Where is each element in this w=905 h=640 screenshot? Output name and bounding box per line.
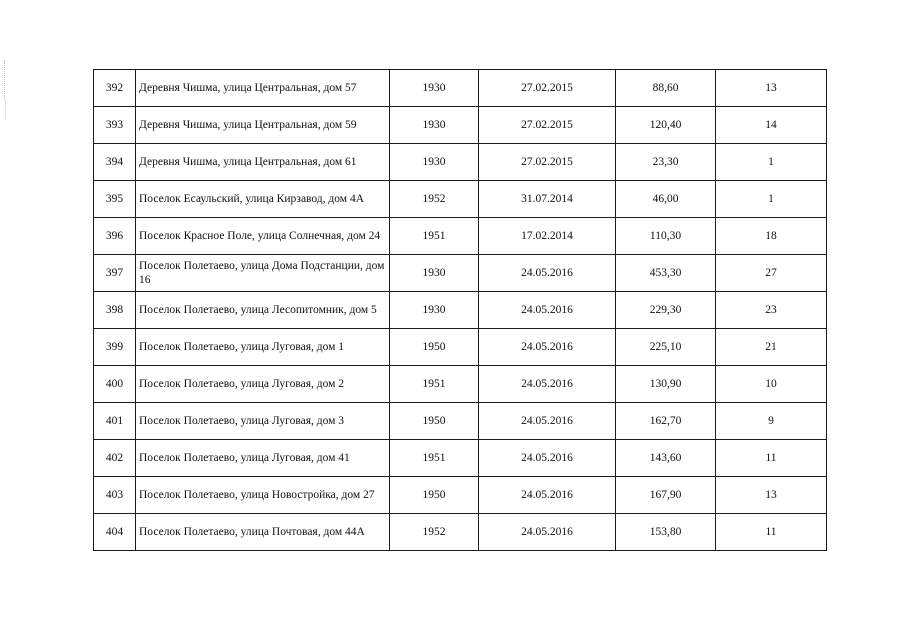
area-cell: 143,60 — [616, 440, 716, 477]
residents-count-cell: 1 — [716, 144, 827, 181]
row-number-cell: 393 — [94, 107, 136, 144]
date-cell: 31.07.2014 — [479, 181, 616, 218]
area-cell: 23,30 — [616, 144, 716, 181]
address-cell: Поселок Полетаево, улица Луговая, дом 2 — [136, 366, 390, 403]
area-cell: 120,40 — [616, 107, 716, 144]
residents-count-cell: 23 — [716, 292, 827, 329]
date-cell: 24.05.2016 — [479, 255, 616, 292]
construction-year-cell: 1951 — [390, 366, 479, 403]
address-cell: Поселок Красное Поле, улица Солнечная, дом 24 — [136, 218, 390, 255]
date-cell: 24.05.2016 — [479, 477, 616, 514]
area-cell: 453,30 — [616, 255, 716, 292]
construction-year-cell: 1930 — [390, 107, 479, 144]
construction-year-cell: 1930 — [390, 144, 479, 181]
registry-table-body — [94, 70, 827, 551]
row-number-cell: 403 — [94, 477, 136, 514]
row-number-cell: 394 — [94, 144, 136, 181]
residents-count-cell: 9 — [716, 403, 827, 440]
address-cell: Поселок Полетаево, улица Почтовая, дом 44А — [136, 514, 390, 551]
date-cell: 27.02.2015 — [479, 70, 616, 107]
table-row — [94, 329, 827, 366]
address-cell: Поселок Полетаево, улица Дома Подстанции, дом 16 — [136, 255, 390, 292]
table-row — [94, 514, 827, 551]
date-cell: 24.05.2016 — [479, 440, 616, 477]
table-row — [94, 292, 827, 329]
date-cell: 27.02.2015 — [479, 107, 616, 144]
row-number-cell: 404 — [94, 514, 136, 551]
table-row — [94, 107, 827, 144]
residents-count-cell: 14 — [716, 107, 827, 144]
area-cell: 162,70 — [616, 403, 716, 440]
date-cell: 24.05.2016 — [479, 292, 616, 329]
address-cell: Деревня Чишма, улица Центральная, дом 59 — [136, 107, 390, 144]
construction-year-cell: 1930 — [390, 255, 479, 292]
residents-count-cell: 21 — [716, 329, 827, 366]
residents-count-cell: 18 — [716, 218, 827, 255]
table-row — [94, 403, 827, 440]
address-cell: Деревня Чишма, улица Центральная, дом 57 — [136, 70, 390, 107]
date-cell: 24.05.2016 — [479, 403, 616, 440]
address-cell: Поселок Полетаево, улица Новостройка, дом 27 — [136, 477, 390, 514]
housing-registry-table — [93, 69, 827, 551]
row-number-cell: 395 — [94, 181, 136, 218]
area-cell: 153,80 — [616, 514, 716, 551]
area-cell: 110,30 — [616, 218, 716, 255]
area-cell: 167,90 — [616, 477, 716, 514]
address-cell: Поселок Полетаево, улица Луговая, дом 1 — [136, 329, 390, 366]
area-cell: 225,10 — [616, 329, 716, 366]
residents-count-cell: 11 — [716, 440, 827, 477]
table-row — [94, 218, 827, 255]
construction-year-cell: 1930 — [390, 292, 479, 329]
area-cell: 46,00 — [616, 181, 716, 218]
row-number-cell: 401 — [94, 403, 136, 440]
residents-count-cell: 11 — [716, 514, 827, 551]
construction-year-cell: 1951 — [390, 218, 479, 255]
construction-year-cell: 1951 — [390, 440, 479, 477]
table-row — [94, 255, 827, 292]
scan-edge-mark — [5, 100, 7, 120]
date-cell: 27.02.2015 — [479, 144, 616, 181]
row-number-cell: 396 — [94, 218, 136, 255]
scan-edge-mark — [4, 60, 6, 100]
date-cell: 24.05.2016 — [479, 366, 616, 403]
construction-year-cell: 1950 — [390, 403, 479, 440]
row-number-cell: 399 — [94, 329, 136, 366]
area-cell: 130,90 — [616, 366, 716, 403]
date-cell: 24.05.2016 — [479, 514, 616, 551]
address-cell: Поселок Полетаево, улица Луговая, дом 41 — [136, 440, 390, 477]
row-number-cell: 402 — [94, 440, 136, 477]
row-number-cell: 400 — [94, 366, 136, 403]
table-row — [94, 70, 827, 107]
address-cell: Деревня Чишма, улица Центральная, дом 61 — [136, 144, 390, 181]
date-cell: 24.05.2016 — [479, 329, 616, 366]
residents-count-cell: 27 — [716, 255, 827, 292]
residents-count-cell: 13 — [716, 477, 827, 514]
area-cell: 88,60 — [616, 70, 716, 107]
address-cell: Поселок Есаульский, улица Кирзавод, дом 4А — [136, 181, 390, 218]
address-cell: Поселок Полетаево, улица Луговая, дом 3 — [136, 403, 390, 440]
residents-count-cell: 1 — [716, 181, 827, 218]
residents-count-cell: 13 — [716, 70, 827, 107]
area-cell: 229,30 — [616, 292, 716, 329]
construction-year-cell: 1952 — [390, 514, 479, 551]
table-row — [94, 144, 827, 181]
construction-year-cell: 1950 — [390, 477, 479, 514]
row-number-cell: 397 — [94, 255, 136, 292]
construction-year-cell: 1950 — [390, 329, 479, 366]
row-number-cell: 398 — [94, 292, 136, 329]
date-cell: 17.02.2014 — [479, 218, 616, 255]
table-row — [94, 440, 827, 477]
row-number-cell: 392 — [94, 70, 136, 107]
table-row — [94, 366, 827, 403]
table-row — [94, 181, 827, 218]
construction-year-cell: 1930 — [390, 70, 479, 107]
residents-count-cell: 10 — [716, 366, 827, 403]
table-row — [94, 477, 827, 514]
construction-year-cell: 1952 — [390, 181, 479, 218]
address-cell: Поселок Полетаево, улица Лесопитомник, дом 5 — [136, 292, 390, 329]
